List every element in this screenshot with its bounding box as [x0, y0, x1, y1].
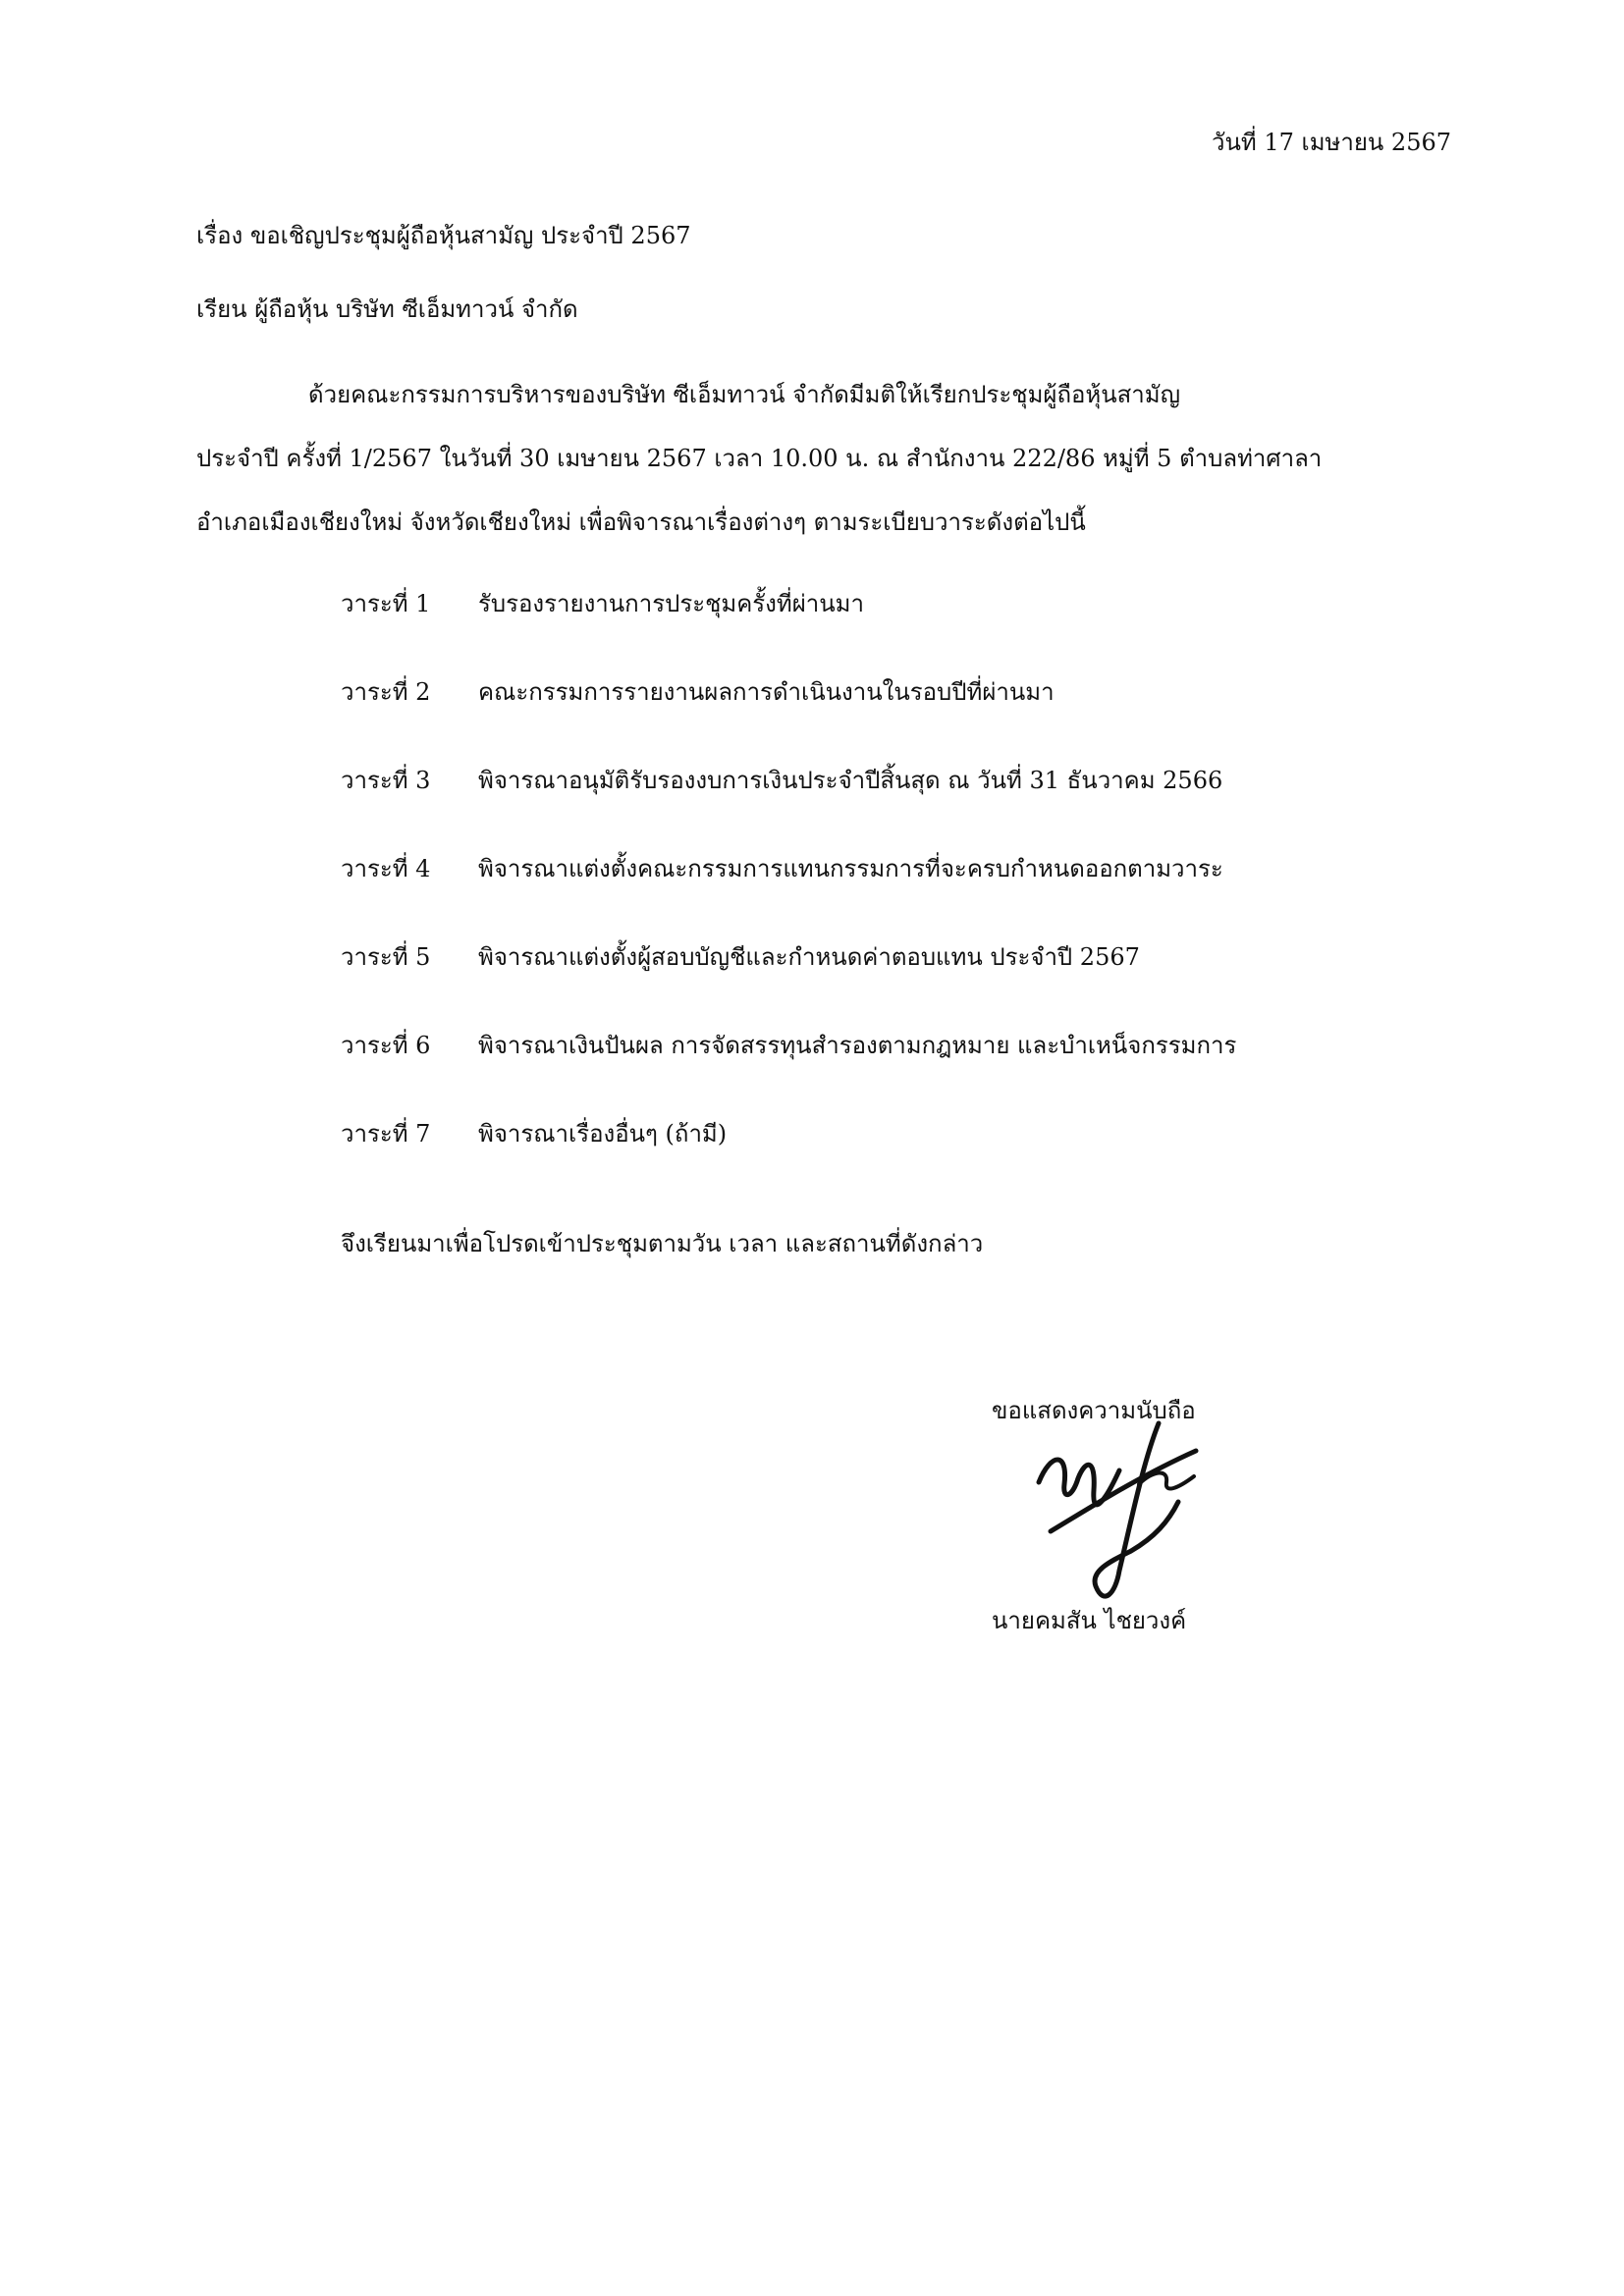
- agenda-number: วาระที่ 3: [341, 767, 431, 794]
- body-line-2: ประจำปี ครั้งที่ 1/2567 ในวันที่ 30 เมษายน 2567 เวลา 10.00 น. ณ สำนักงาน 222/86 หมู่ที่ 5 ตำบลท่าศาลา: [196, 445, 1323, 472]
- letter-recipient: เรียน ผู้ถือหุ้น บริษัท ซีเอ็มทาวน์ จำกัด: [196, 295, 578, 323]
- agenda-text: พิจารณาเงินปันผล การจัดสรรทุนสำรองตามกฎหมาย และบำเหน็จกรรมการ: [478, 1032, 1237, 1059]
- agenda-number: วาระที่ 4: [341, 855, 431, 882]
- letter-subject: เรื่อง ขอเชิญประชุมผู้ถือหุ้นสามัญ ประจำปี 2567: [196, 222, 691, 249]
- agenda-text: พิจารณาอนุมัติรับรองงบการเงินประจำปีสิ้นสุด ณ วันที่ 31 ธันวาคม 2566: [478, 767, 1223, 794]
- body-line-3: อำเภอเมืองเชียงใหม่ จังหวัดเชียงใหม่ เพื่อพิจารณาเรื่องต่างๆ ตามระเบียบวาระดังต่อไปนี้: [196, 508, 1086, 536]
- agenda-number: วาระที่ 7: [341, 1120, 431, 1148]
- agenda-text: พิจารณาแต่งตั้งผู้สอบบัญชีและกำหนดค่าตอบแทน ประจำปี 2567: [478, 943, 1140, 971]
- agenda-text: พิจารณาเรื่องอื่นๆ (ถ้ามี): [478, 1120, 728, 1148]
- agenda-text: รับรองรายงานการประชุมครั้งที่ผ่านมา: [478, 590, 864, 617]
- signature-icon: [1021, 1414, 1218, 1620]
- agenda-number: วาระที่ 1: [341, 590, 431, 617]
- agenda-text: คณะกรรมการรายงานผลการดำเนินงานในรอบปีที่ผ่านมา: [478, 678, 1055, 706]
- body-line-1: ด้วยคณะกรรมการบริหารของบริษัท ซีเอ็มทาวน์ จำกัดมีมติให้เรียกประชุมผู้ถือหุ้นสามัญ: [308, 381, 1181, 408]
- regards-text: ขอแสดงความนับถือ: [992, 1397, 1196, 1424]
- agenda-number: วาระที่ 6: [341, 1032, 431, 1059]
- agenda-text: พิจารณาแต่งตั้งคณะกรรมการแทนกรรมการที่จะครบกำหนดออกตามวาระ: [478, 855, 1223, 882]
- closing-sentence: จึงเรียนมาเพื่อโปรดเข้าประชุมตามวัน เวลา และสถานที่ดังกล่าว: [341, 1230, 984, 1257]
- agenda-number: วาระที่ 2: [341, 678, 431, 706]
- signer-name: นายคมสัน ไชยวงค์: [992, 1607, 1187, 1634]
- agenda-number: วาระที่ 5: [341, 943, 431, 971]
- letter-date: วันที่ 17 เมษายน 2567: [1212, 129, 1451, 156]
